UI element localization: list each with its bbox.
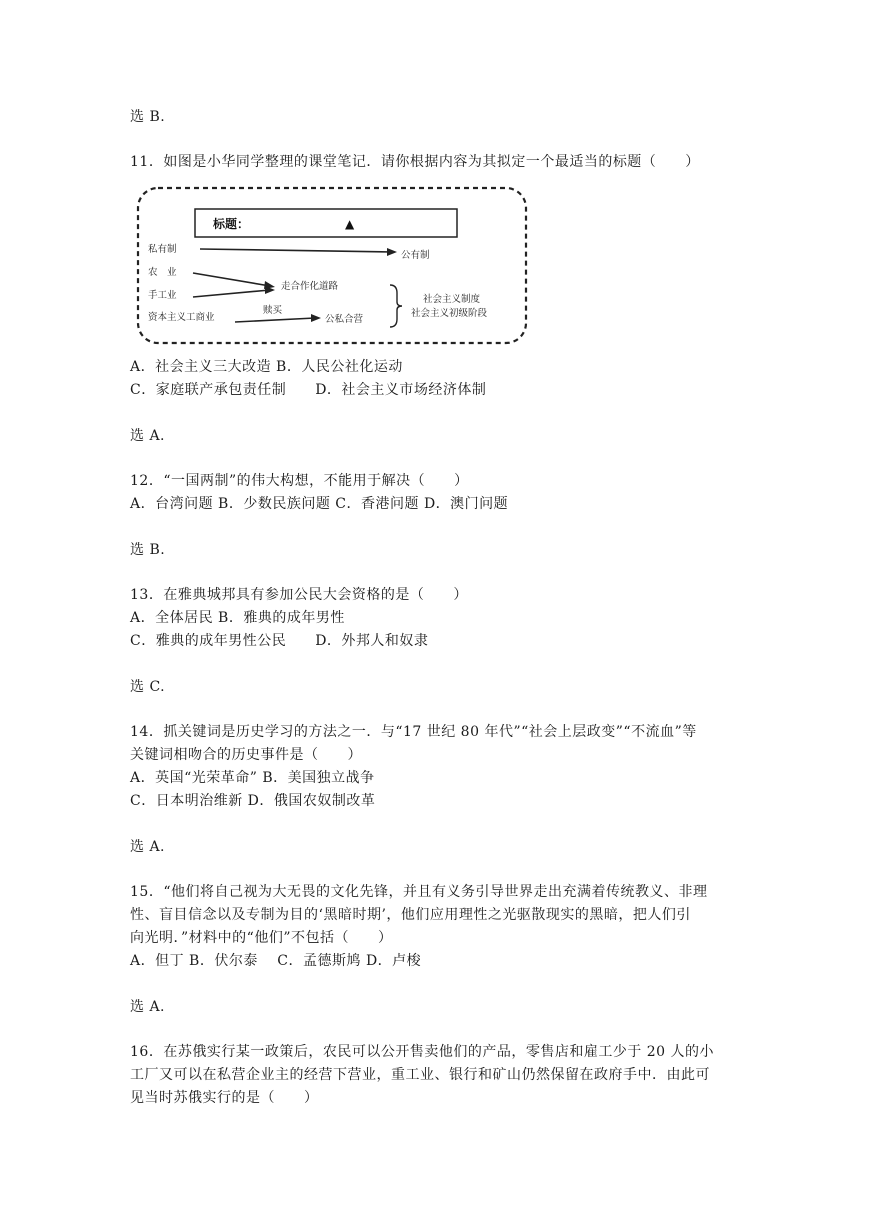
diagram-svg <box>135 185 530 347</box>
arrow-capitalist <box>235 318 315 322</box>
question-15-stem-3: 向光明．”材料中的“他们”不包括（ ） <box>130 930 393 946</box>
question-16-stem-1: 16．在苏俄实行某一政策后，农民可以公开售卖他们的产品，零售店和雇工少于 20 人的小 <box>130 1044 715 1060</box>
cooperative-label: 走合作化道路 <box>281 281 339 292</box>
question-14-options-2: C．日本明治维新 D．俄国农奴制改革 <box>130 793 376 809</box>
question-12-stem: 12．“一国两制”的伟大构想，不能用于解决（ ） <box>130 473 469 489</box>
answer-q10: 选 B. <box>130 109 166 125</box>
arrow-public <box>200 249 393 252</box>
left-item-handicraft: 手工业 <box>148 290 177 301</box>
question-13-options-2: C．雅典的成年男性公民 D．外邦人和奴隶 <box>130 633 429 649</box>
answer-q15: 选 A. <box>130 999 166 1015</box>
result-socialist-system: 社会主义制度 <box>423 294 481 305</box>
answer-q11: 选 A. <box>130 428 166 444</box>
arrow-agriculture <box>193 273 270 286</box>
answer-q13: 选 C. <box>130 679 166 695</box>
answer-q12: 选 B. <box>130 542 166 558</box>
question-16-stem-3: 见当时苏俄实行的是（ ） <box>130 1090 319 1106</box>
question-14-options-1: A．英国“光荣革命” B．美国独立战争 <box>130 770 375 786</box>
question-11-options-1: A．社会主义三大改造 B．人民公社化运动 <box>130 359 403 375</box>
question-12-options: A．台湾问题 B．少数民族问题 C．香港问题 D．澳门问题 <box>130 496 509 512</box>
question-13-stem: 13．在雅典城邦具有参加公民大会资格的是（ ） <box>130 587 468 603</box>
title-label: 标题： <box>213 217 250 231</box>
public-ownership-label: 公有制 <box>401 250 430 261</box>
question-14-stem-2: 关键词相吻合的历史事件是（ ） <box>130 747 362 763</box>
left-item-agriculture: 农 业 <box>148 267 177 278</box>
question-15-options: A．但丁 B．伏尔泰 C．孟德斯鸠 D．卢梭 <box>130 953 422 969</box>
question-11-options-2: C．家庭联产承包责任制 D．社会主义市场经济体制 <box>130 382 487 398</box>
question-13-options-1: A．全体居民 B．雅典的成年男性 <box>130 610 345 626</box>
arrowhead-public <box>387 248 397 256</box>
left-item-private: 私有制 <box>148 244 177 255</box>
question-11-stem: 11．如图是小华同学整理的课堂笔记．请你根据内容为其拟定一个最适当的标题（ ） <box>130 154 700 170</box>
arrowhead-capitalist <box>311 314 321 322</box>
question-15-stem-2: 性、盲目信念以及专制为目的‘黑暗时期’，他们应用理性之光驱散现实的黑暗，把人们引 <box>130 907 691 923</box>
question-15-stem-1: 15．“他们将自己视为大无畏的文化先锋，并且有义务引导世界走出充满着传统教义、非理 <box>130 884 708 900</box>
question-14-stem-1: 14．抓关键词是历史学习的方法之一．与“17 世纪 80 年代”“社会上层政变”“不流血”等 <box>130 724 697 740</box>
arrow-handicraft <box>193 290 270 297</box>
left-item-capitalist: 资本主义工商业 <box>148 312 215 323</box>
joint-ownership-label: 公私合营 <box>325 314 364 325</box>
right-brace <box>390 285 402 327</box>
answer-q14: 选 A. <box>130 839 166 855</box>
question-16-stem-2: 工厂又可以在私营企业主的经营下营业，重工业、银行和矿山仍然保留在政府手中．由此可 <box>130 1067 710 1083</box>
class-notes-diagram <box>135 185 530 347</box>
result-primary-stage: 社会主义初级阶段 <box>411 308 488 319</box>
title-marker: ▲ <box>345 217 355 231</box>
redemption-label: 赎买 <box>263 305 283 316</box>
